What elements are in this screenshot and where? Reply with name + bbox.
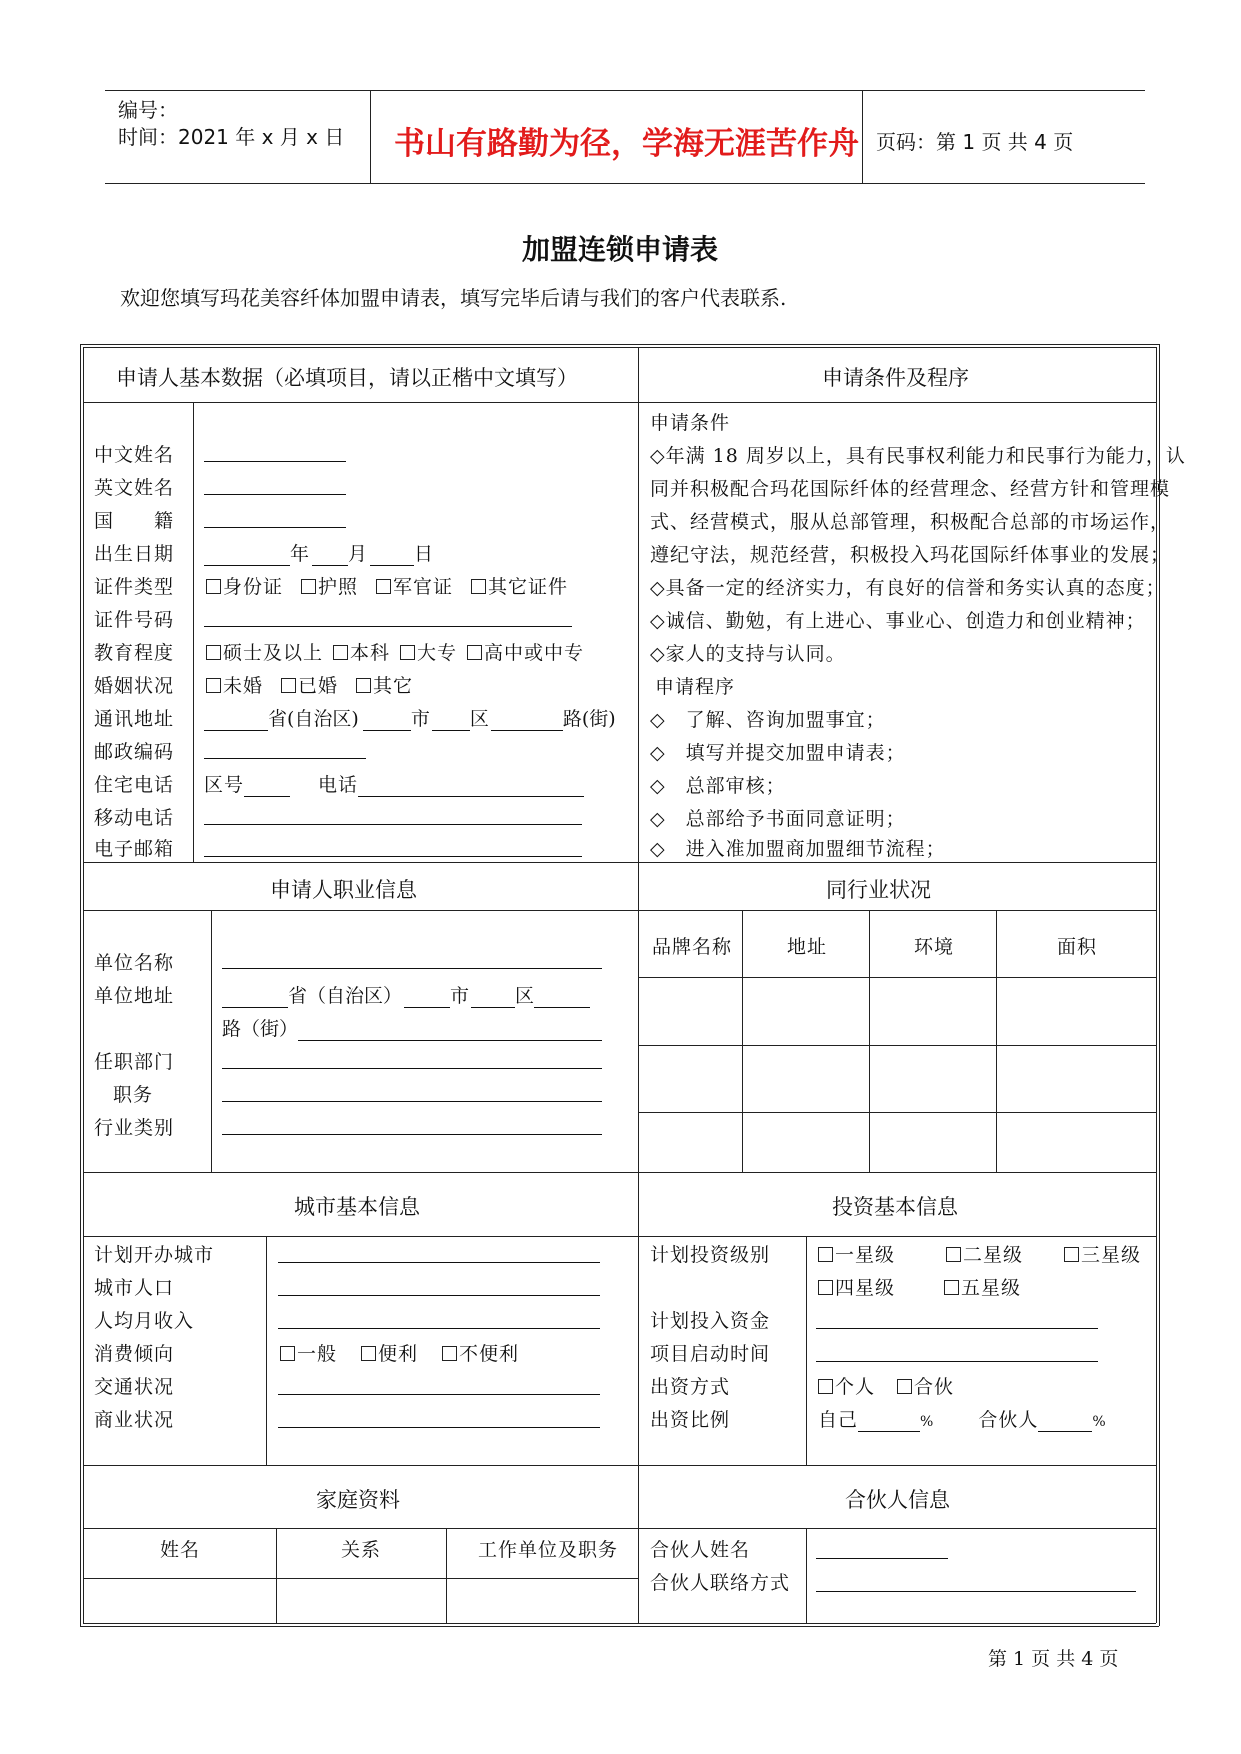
- population-field[interactable]: [278, 1277, 600, 1296]
- birth-month-label: 月: [348, 543, 369, 565]
- ratio-partner-label: 合伙人: [978, 1409, 1039, 1431]
- checkbox-icon[interactable]: [818, 1280, 833, 1295]
- label-mobile: 移动电话: [94, 807, 175, 829]
- cond-line: ◇诚信、勤勉，有上进心、事业心、创造力和创业精神；: [650, 610, 1146, 632]
- level-option-2[interactable]: 二星级: [946, 1240, 1023, 1267]
- section-family-title: 家庭资料: [316, 1488, 400, 1512]
- invest-fund-field[interactable]: [816, 1310, 1098, 1329]
- ratio-partner-field[interactable]: [1038, 1413, 1092, 1432]
- motto: 书山有路勤为径，学海无涯苦作舟: [394, 126, 859, 162]
- checkbox-icon[interactable]: [281, 678, 296, 693]
- address-field-group: [204, 704, 616, 731]
- proc-title: 申请程序: [655, 676, 736, 698]
- email-field[interactable]: [204, 838, 582, 857]
- label-fund-mode: 出资方式: [650, 1376, 731, 1398]
- company-name-field[interactable]: [222, 950, 602, 969]
- checkbox-icon[interactable]: [333, 645, 348, 660]
- start-time-field[interactable]: [816, 1343, 1098, 1362]
- id-type-options: [206, 572, 568, 599]
- header-divider-2: [862, 90, 863, 183]
- postcode-field[interactable]: [204, 740, 366, 759]
- address-province-field[interactable]: [204, 712, 268, 731]
- company-city-field[interactable]: [404, 989, 450, 1008]
- company-province-label: 省（自治区）: [288, 985, 403, 1007]
- fund-mode-partnership[interactable]: 合伙: [897, 1376, 954, 1398]
- label-position: 职务: [113, 1084, 154, 1106]
- label-birthdate: 出生日期: [94, 543, 175, 565]
- company-city-label: 市: [450, 985, 470, 1007]
- section-invest-title: 投资基本信息: [832, 1195, 958, 1219]
- birthdate-field-group: [204, 539, 434, 566]
- checkbox-icon[interactable]: [897, 1379, 912, 1394]
- company-road-field[interactable]: [298, 1022, 602, 1041]
- label-fund-ratio: 出资比例: [650, 1409, 731, 1431]
- education-options: [206, 638, 584, 665]
- address-district-field[interactable]: [432, 712, 470, 731]
- marital-option-other[interactable]: 其它: [356, 675, 413, 697]
- proc-line: ◇ 了解、咨询加盟事宜；: [650, 709, 886, 731]
- checkbox-icon[interactable]: [206, 678, 221, 693]
- label-department: 任职部门: [94, 1051, 175, 1073]
- checkbox-icon[interactable]: [442, 1346, 457, 1361]
- marital-option-married[interactable]: 已婚: [281, 675, 338, 697]
- intro-text: 欢迎您填写玛花美容纤体加盟申请表，填写完毕后请与我们的客户代表联系.: [120, 286, 787, 310]
- page-title: 加盟连锁申请表: [522, 233, 719, 266]
- birth-month-field[interactable]: [312, 547, 348, 566]
- birth-year-label: 年: [290, 543, 311, 565]
- address-road-label: 路(街): [562, 708, 616, 730]
- peer-col-address: 地址: [787, 936, 828, 958]
- section-conditions-title: 申请条件及程序: [822, 366, 969, 390]
- label-company-name: 单位名称: [94, 952, 175, 974]
- nationality-field[interactable]: [204, 509, 346, 528]
- edu-option-highschool[interactable]: 高中或中专: [467, 642, 584, 664]
- partner-name-field[interactable]: [816, 1540, 948, 1559]
- checkbox-icon[interactable]: [400, 645, 415, 660]
- label-english-name: 英文姓名: [94, 477, 175, 499]
- income-field[interactable]: [278, 1310, 600, 1329]
- ratio-partner-pct: %: [1092, 1414, 1107, 1430]
- company-road-label: 路（街）: [222, 1018, 299, 1040]
- cond-line: 式、经营模式，服从总部管理，积极配合总部的市场运作，: [650, 511, 1171, 533]
- label-plan-city: 计划开办城市: [94, 1244, 215, 1266]
- checkbox-icon[interactable]: [206, 579, 221, 594]
- consumption-options: [280, 1339, 519, 1366]
- family-col-name: 姓名: [160, 1539, 201, 1561]
- area-code-field[interactable]: [244, 778, 290, 797]
- fund-ratio-group: [818, 1405, 1107, 1432]
- label-nationality: 国 籍: [94, 510, 175, 532]
- address-district-label: 区: [469, 708, 489, 730]
- section-applicant-title: 申请人基本数据（必填项目，请以正楷中文填写）: [116, 366, 578, 390]
- doc-number-label: 编号：: [118, 98, 178, 122]
- checkbox-icon[interactable]: [356, 678, 371, 693]
- header-divider-1: [370, 90, 371, 183]
- english-name-field[interactable]: [204, 476, 346, 495]
- peer-col-environment: 环境: [914, 936, 955, 958]
- family-col-relation: 关系: [341, 1539, 382, 1561]
- ratio-self-pct: %: [920, 1414, 935, 1430]
- fund-mode-individual[interactable]: 个人: [818, 1376, 875, 1398]
- birth-year-field[interactable]: [204, 547, 290, 566]
- address-road-field[interactable]: [491, 712, 563, 731]
- level-option-1[interactable]: 一星级: [818, 1240, 895, 1267]
- cond-line: 同并积极配合玛花国际纤体的经营理念、经营方针和管理模: [650, 478, 1171, 500]
- company-province-field[interactable]: [222, 989, 288, 1008]
- label-population: 城市人口: [94, 1277, 175, 1299]
- company-district-field[interactable]: [471, 989, 515, 1008]
- consume-option-inconvenient[interactable]: 不便利: [442, 1343, 519, 1365]
- proc-line: ◇ 进入准加盟商加盟细节流程；: [650, 838, 946, 860]
- label-chinese-name: 中文姓名: [94, 444, 175, 466]
- id-type-option-military[interactable]: 军官证: [376, 576, 453, 598]
- edu-option-bachelor[interactable]: 本科: [333, 642, 390, 664]
- page-info: 页码：第 1 页 共 4 页: [876, 130, 1074, 154]
- checkbox-icon[interactable]: [818, 1247, 833, 1262]
- label-partner-name: 合伙人姓名: [650, 1539, 751, 1561]
- cond-line: ◇具备一定的经济实力，有良好的信誉和务实认真的态度；: [650, 577, 1166, 599]
- label-industry: 行业类别: [94, 1117, 175, 1139]
- plan-city-field[interactable]: [278, 1244, 600, 1263]
- level-option-3[interactable]: 三星级: [1064, 1240, 1141, 1267]
- company-address-group: [222, 981, 590, 1008]
- home-phone-field[interactable]: [358, 778, 584, 797]
- page-footer: 第 1 页 共 4 页: [988, 1648, 1119, 1670]
- birth-day-label: 日: [414, 543, 435, 565]
- commerce-field[interactable]: [278, 1409, 600, 1428]
- id-number-field[interactable]: [204, 608, 572, 627]
- cond-line: ◇家人的支持与认同。: [650, 643, 846, 665]
- level-option-5[interactable]: 五星级: [944, 1273, 1021, 1300]
- cond-line: ◇年满 18 周岁以上，具有民事权利能力和民事行为能力，认: [650, 445, 1186, 467]
- traffic-field[interactable]: [278, 1376, 600, 1395]
- ratio-self-field[interactable]: [858, 1413, 920, 1432]
- checkbox-icon[interactable]: [280, 1346, 295, 1361]
- position-field[interactable]: [222, 1083, 602, 1102]
- label-commerce: 商业状况: [94, 1409, 175, 1431]
- label-start-time: 项目启动时间: [650, 1343, 771, 1365]
- edu-option-master[interactable]: 硕士及以上: [206, 642, 323, 664]
- birth-day-field[interactable]: [370, 547, 414, 566]
- proc-line: ◇ 填写并提交加盟申请表；: [650, 742, 906, 764]
- chinese-name-field[interactable]: [204, 443, 346, 462]
- address-city-label: 市: [410, 708, 430, 730]
- consume-option-convenient[interactable]: 便利: [361, 1343, 418, 1365]
- cond-line: 遵纪守法，规范经营，积极投入玛花国际纤体事业的发展；: [650, 544, 1171, 566]
- area-code-label: 区号: [204, 774, 245, 796]
- consume-option-normal[interactable]: 一般: [280, 1343, 337, 1365]
- home-phone-group: [204, 770, 584, 797]
- label-traffic: 交通状况: [94, 1376, 175, 1398]
- doc-time-label: 时间：2021 年 x 月 x 日: [118, 125, 345, 149]
- label-marital: 婚姻状况: [94, 675, 175, 697]
- section-peer-title: 同行业状况: [826, 878, 931, 902]
- address-province-label: 省(自治区): [268, 708, 359, 730]
- section-partner-title: 合伙人信息: [845, 1488, 950, 1512]
- label-address: 通讯地址: [94, 708, 175, 730]
- id-type-option-passport[interactable]: 护照: [301, 576, 358, 598]
- company-road-group: [222, 1014, 602, 1041]
- header-top-rule: [105, 90, 1145, 91]
- label-home-phone: 住宅电话: [94, 774, 175, 796]
- checkbox-icon[interactable]: [376, 579, 391, 594]
- address-city-field[interactable]: [363, 712, 411, 731]
- company-district-tail-field[interactable]: [534, 989, 590, 1008]
- header-bottom-rule: [105, 183, 1145, 184]
- label-invest-level: 计划投资级别: [650, 1244, 771, 1266]
- label-education: 教育程度: [94, 642, 175, 664]
- checkbox-icon[interactable]: [471, 579, 486, 594]
- proc-line: ◇ 总部审核；: [650, 775, 786, 797]
- label-id-type: 证件类型: [94, 576, 175, 598]
- ratio-self-label: 自己: [818, 1409, 859, 1431]
- peer-col-area: 面积: [1057, 936, 1098, 958]
- checkbox-icon[interactable]: [946, 1247, 961, 1262]
- id-type-option-other[interactable]: 其它证件: [471, 576, 568, 598]
- label-company-address: 单位地址: [94, 985, 175, 1007]
- marital-option-single[interactable]: 未婚: [206, 675, 263, 697]
- mobile-field[interactable]: [204, 806, 582, 825]
- label-partner-contact: 合伙人联络方式: [650, 1572, 791, 1594]
- partner-contact-field[interactable]: [816, 1573, 1136, 1592]
- checkbox-icon[interactable]: [361, 1346, 376, 1361]
- department-field[interactable]: [222, 1050, 602, 1069]
- label-email: 电子邮箱: [94, 838, 175, 860]
- label-id-number: 证件号码: [94, 609, 175, 631]
- label-income: 人均月收入: [94, 1310, 195, 1332]
- phone-label: 电话: [318, 774, 359, 796]
- proc-line: ◇ 总部给予书面同意证明；: [650, 808, 906, 830]
- label-postcode: 邮政编码: [94, 741, 175, 763]
- section-city-title: 城市基本信息: [294, 1195, 420, 1219]
- checkbox-icon[interactable]: [206, 645, 221, 660]
- label-invest-fund: 计划投入资金: [650, 1310, 771, 1332]
- cond-title: 申请条件: [650, 412, 731, 434]
- checkbox-icon[interactable]: [944, 1280, 959, 1295]
- industry-field[interactable]: [222, 1116, 602, 1135]
- level-option-4[interactable]: 四星级: [818, 1273, 895, 1300]
- marital-options: [206, 671, 413, 698]
- peer-col-brand: 品牌名称: [652, 936, 733, 958]
- id-type-option-idcard[interactable]: 身份证: [206, 576, 283, 598]
- edu-option-college[interactable]: 大专: [400, 642, 457, 664]
- checkbox-icon[interactable]: [1064, 1247, 1079, 1262]
- label-consumption: 消费倾向: [94, 1343, 175, 1365]
- section-job-title: 申请人职业信息: [270, 878, 417, 902]
- checkbox-icon[interactable]: [301, 579, 316, 594]
- family-col-work: 工作单位及职务: [478, 1539, 619, 1561]
- checkbox-icon[interactable]: [818, 1379, 833, 1394]
- checkbox-icon[interactable]: [467, 645, 482, 660]
- fund-mode-options: [818, 1372, 954, 1399]
- company-district-label: 区: [515, 985, 535, 1007]
